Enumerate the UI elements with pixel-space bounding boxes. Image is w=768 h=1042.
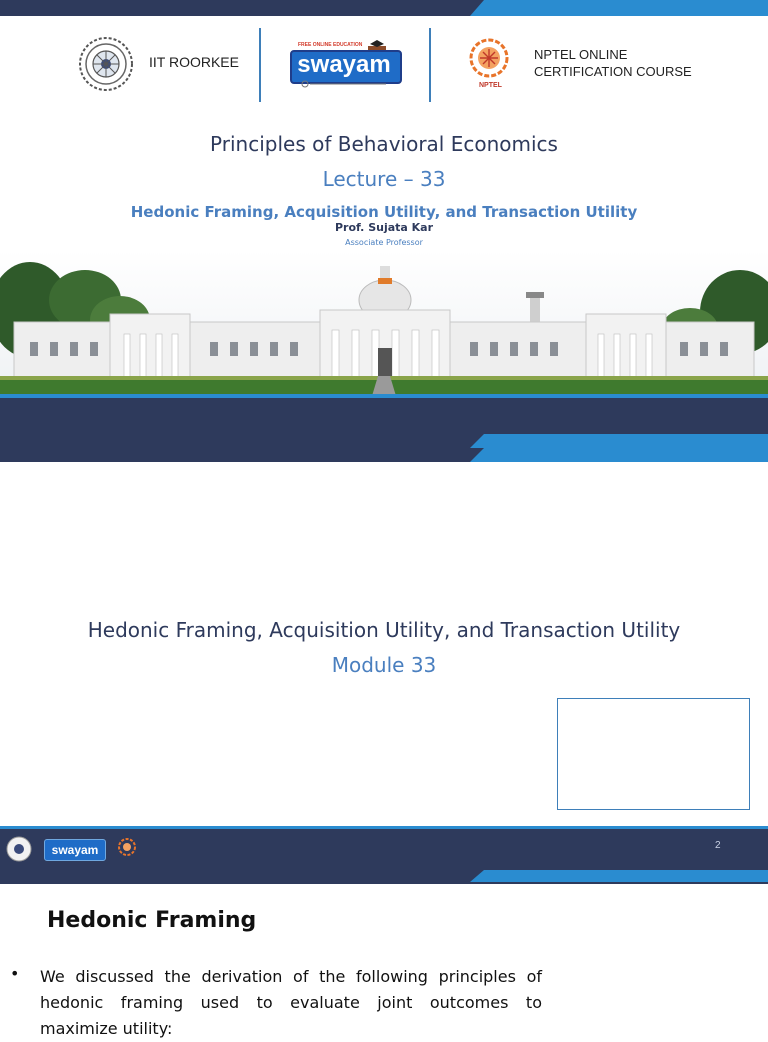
logo-divider-2 bbox=[429, 28, 431, 102]
top-accent-band bbox=[470, 870, 768, 882]
course-title: Principles of Behavioral Economics bbox=[210, 132, 558, 156]
bullet-line: maximize utility: bbox=[40, 1019, 173, 1038]
nptel-line1: NPTEL ONLINE bbox=[534, 47, 628, 62]
slide-module bbox=[0, 448, 768, 880]
page-number: 2 bbox=[715, 840, 721, 851]
module-number: Module 33 bbox=[331, 653, 437, 677]
swayam-tagline: FREE ONLINE EDUCATION bbox=[298, 42, 363, 48]
iit-roorkee-small-logo bbox=[6, 836, 32, 862]
swayam-small-wordmark: swayam bbox=[51, 843, 99, 857]
slide-content bbox=[0, 880, 768, 1038]
slide-title bbox=[0, 0, 768, 448]
professor-name: Prof. Sujata Kar bbox=[334, 221, 434, 234]
iit-roorkee-label: IIT ROORKEE bbox=[149, 54, 239, 70]
nptel-line2: CERTIFICATION COURSE bbox=[534, 64, 692, 79]
swayam-logo bbox=[288, 40, 400, 88]
lecture-topic: Hedonic Framing, Acquisition Utility, and Transaction Utility bbox=[130, 203, 638, 221]
bullet-text bbox=[40, 964, 542, 1042]
swayam-small-logo bbox=[44, 839, 106, 861]
nptel-small-logo bbox=[117, 837, 137, 859]
video-placeholder-box bbox=[557, 698, 750, 810]
lecture-number: Lecture – 33 bbox=[322, 167, 446, 191]
nptel-small-label: NPTEL bbox=[479, 82, 502, 89]
iit-roorkee-building-image bbox=[0, 250, 768, 396]
nptel-logo bbox=[464, 36, 514, 86]
logo-divider bbox=[259, 28, 261, 102]
bullet-marker: • bbox=[10, 964, 20, 983]
top-accent-band bbox=[470, 0, 768, 16]
bullet-line: hedonic framing used to evaluate joint outcomes to bbox=[40, 993, 542, 1012]
professor-designation: Associate Professor bbox=[345, 238, 423, 247]
swayam-wordmark: swayam bbox=[297, 51, 391, 78]
top-accent-band bbox=[470, 448, 768, 462]
section-heading: Hedonic Framing bbox=[47, 908, 257, 933]
iit-roorkee-logo bbox=[78, 36, 134, 92]
top-accent-band bbox=[470, 434, 768, 448]
bullet-line: We discussed the derivation of the following principles of bbox=[40, 967, 542, 986]
module-title: Hedonic Framing, Acquisition Utility, and Transaction Utility bbox=[87, 618, 681, 642]
swayam-underline-icon bbox=[300, 80, 390, 88]
